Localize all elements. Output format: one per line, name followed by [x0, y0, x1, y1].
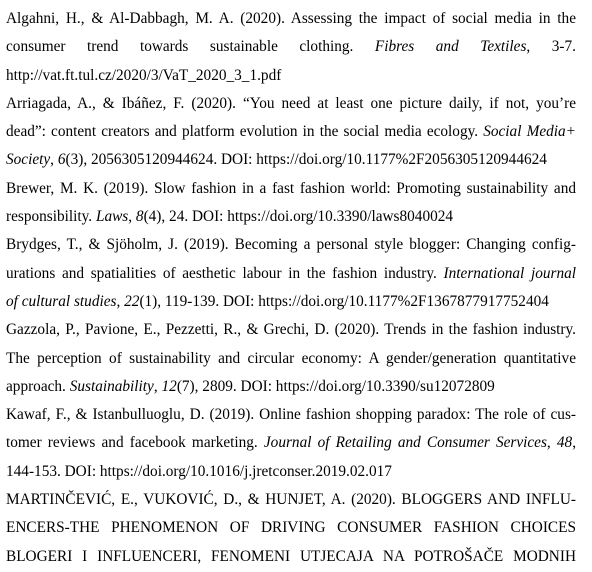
text: , — [546, 434, 557, 452]
text: MARTINČEVIĆ, E., VUKOVIĆ, D., & HUNJET, A. (2020). BLOGGERS AND INFLU- — [6, 491, 576, 509]
reference-entry — [6, 5, 576, 90]
reference-line — [6, 458, 576, 486]
reference-line — [6, 401, 576, 429]
text: , — [572, 434, 577, 452]
reference-entry — [6, 401, 576, 486]
text: BLOGERI I INFLUENCERI, FENOMENI UTJECAJA NA POTROŠAČE MODNIH — [6, 547, 576, 565]
text: (7), 2809. DOI: https://doi.org/10.3390/su12072809 — [176, 377, 495, 395]
italic-text: 22 — [124, 292, 140, 310]
text: , — [128, 208, 136, 226]
reference-line — [6, 203, 576, 231]
reference-line — [6, 373, 576, 401]
reference-entry — [6, 316, 576, 401]
text: tomer reviews and facebook marketing. — [6, 434, 264, 452]
text: Arriagada, A., & Ibáñez, F. (2020). “You need at least one picture daily, if not, you’re — [6, 94, 576, 112]
reference-line — [6, 429, 576, 457]
text: Algahni, H., & Al-Dabbagh, M. A. (2020). Assessing the impact of social media in the — [6, 10, 576, 27]
text: Brewer, M. K. (2019). Slow fashion in a fast fashion world: Promoting sustainability and — [6, 179, 576, 197]
italic-text: Fibres and Textiles — [374, 38, 527, 56]
reference-line — [6, 260, 576, 288]
italic-text: Laws — [95, 208, 129, 226]
italic-text: Sustainability — [69, 377, 154, 395]
reference-line — [6, 5, 576, 33]
reference-line — [6, 62, 576, 90]
text: , — [153, 377, 162, 395]
italic-text: 8 — [135, 208, 144, 226]
text: responsibility. — [6, 208, 96, 226]
italic-text: of cultural studies — [6, 292, 117, 310]
italic-text: International journal — [443, 264, 577, 282]
reference-entry — [6, 486, 576, 571]
reference-line — [6, 543, 576, 571]
text: (4), 24. DOI: https://doi.org/10.3390/laws8040024 — [143, 208, 454, 226]
text: dead”: content creators and platform evolution in the social media ecology. — [6, 123, 484, 141]
italic-text: Social Media+ — [483, 123, 576, 141]
italic-text: Journal of Retailing and Consumer Services — [263, 434, 547, 452]
text: 144-153. DOI: https://doi.org/10.1016/j.jretconser.2019.02.017 — [6, 462, 392, 480]
italic-text: 48 — [556, 434, 573, 452]
reference-line — [6, 514, 576, 542]
reference-entry — [6, 231, 576, 316]
text: approach. — [6, 377, 70, 395]
reference-line — [6, 316, 576, 344]
reference-line — [6, 231, 576, 259]
text: , — [50, 151, 58, 169]
text: http://vat.ft.tul.cz/2020/3/VaT_2020_3_1.pdf — [6, 66, 282, 84]
text: consumer trend towards sustainable clothing. — [6, 38, 375, 56]
text: (3), 2056305120944624. DOI: https://doi.org/10.1177%2F2056305120944624 — [65, 151, 547, 169]
text: urations and spatialities of aesthetic labour in the fashion industry. — [6, 264, 444, 282]
italic-text: Society — [6, 151, 51, 169]
reference-line — [6, 118, 576, 146]
text: Gazzola, P., Pavione, E., Pezzetti, R., & Grechi, D. (2020). Trends in the fashion industry. — [6, 321, 576, 339]
text: ENCERS-THE PHENOMENON OF DRIVING CONSUMER FASHION CHOICES — [6, 519, 576, 537]
reference-line — [6, 33, 576, 61]
reference-line — [6, 486, 576, 514]
reference-line — [6, 146, 576, 174]
reference-line — [6, 288, 576, 316]
reference-line — [6, 90, 576, 118]
text: The perception of sustainability and circular economy: A gender/generation quantitative — [6, 349, 576, 367]
reference-entry — [6, 90, 576, 175]
reference-entry — [6, 175, 576, 232]
reference-line — [6, 175, 576, 203]
text: Kawaf, F., & Istanbulluoglu, D. (2019). Online fashion shopping paradox: The role of cus- — [6, 406, 576, 424]
italic-text: 12 — [161, 377, 177, 395]
text: (1), 119-139. DOI: https://doi.org/10.1177%2F1367877917752404 — [139, 292, 549, 310]
text: , — [116, 292, 125, 310]
italic-text: 6 — [57, 151, 66, 169]
text: Brydges, T., & Sjöholm, J. (2019). Becoming a personal style blogger: Changing config- — [6, 236, 576, 254]
text: , 3-7. — [526, 38, 576, 56]
reference-line — [6, 345, 576, 373]
